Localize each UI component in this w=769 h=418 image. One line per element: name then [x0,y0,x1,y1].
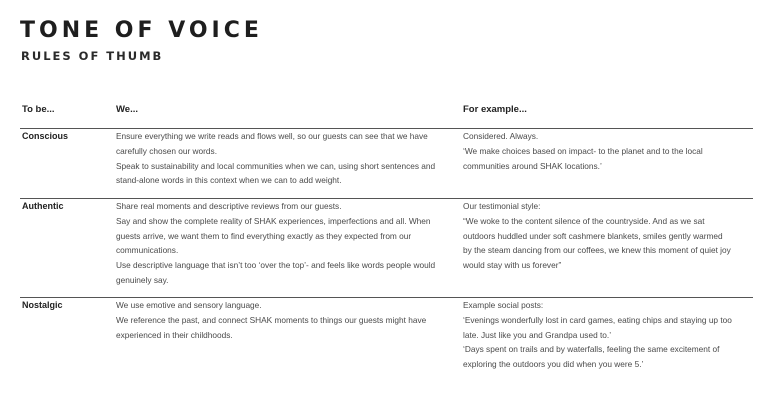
example-cell [463,199,731,273]
example-text-line: would stay with us forever” [463,260,562,271]
column-header-for-example: For example... [463,104,527,115]
example-text-line: Considered. Always. [463,131,539,141]
example-cell [463,298,732,372]
we-text-line: genuinely say. [116,274,169,285]
we-text-line: Share real moments and descriptive reviews from our guests. [116,201,342,211]
example-text-line: “We woke to the content silence of the countryside. And as we sat [463,215,705,226]
table-row-conscious [20,129,753,199]
we-text-line: experienced in their childhoods. [116,329,233,340]
we-text-line: guests arrive, we want them to find everything exactly as they expected from our [116,230,412,241]
row-label: Authentic [22,201,64,211]
example-text-line: ‘Evenings wonderfully lost in card games, eating chips and staying up too [463,314,732,325]
we-text-line: We use emotive and sensory language. [116,300,262,310]
we-text-line: Speak to sustainability and local communities when we can, using short sentences and [116,160,436,171]
row-label: Conscious [22,131,69,141]
table-row-nostalgic [20,298,753,378]
example-text-line: exploring the outdoors you did when you were 5.’ [463,359,644,370]
column-header-we: We... [116,104,138,115]
example-cell [463,129,703,173]
we-text-line: carefully chosen our words. [116,145,217,156]
we-text-line: Say and show the complete reality of SHAK experiences, imperfections and all. When [116,215,431,226]
example-text-line: communities around SHAK locations.’ [463,160,602,171]
page-title: TONE OF VOICE [20,18,263,43]
row-label: Nostalgic [22,300,63,310]
page-subtitle: RULES OF THUMB [21,49,164,63]
example-text-line: outdoors huddled under soft cashmere blankets, smiles gently warmed [463,230,723,241]
example-text-line: ‘Days spent on trails and by waterfalls, feeling the same excitement of [463,344,720,355]
example-text-line: Our testimonial style: [463,201,541,211]
example-text-line: Example social posts: [463,300,544,310]
tone-of-voice-table [20,102,753,378]
we-text-line: Use descriptive language that isn’t too ‘over the top’- and feels like words people would [116,260,436,271]
we-cell [116,298,426,342]
example-text-line: by the steam dancing from our coffees, we knew this moment of quiet joy [463,245,731,256]
we-text-line: stand-alone words in this context when we can to add weight. [116,175,342,186]
table-row-authentic [20,199,753,298]
table-header-row [20,102,753,129]
example-text-line: ‘We make choices based on impact- to the planet and to the local [463,145,703,156]
we-cell [116,199,435,288]
column-header-to-be: To be... [22,104,55,115]
we-cell [116,129,435,188]
we-text-line: communications. [116,245,179,256]
we-text-line: Ensure everything we write reads and flows well, so our guests can see that we have [116,131,428,141]
example-text-line: late. Just like you and Grandpa used to.’ [463,329,612,340]
we-text-line: We reference the past, and connect SHAK moments to things our guests might have [116,314,427,325]
